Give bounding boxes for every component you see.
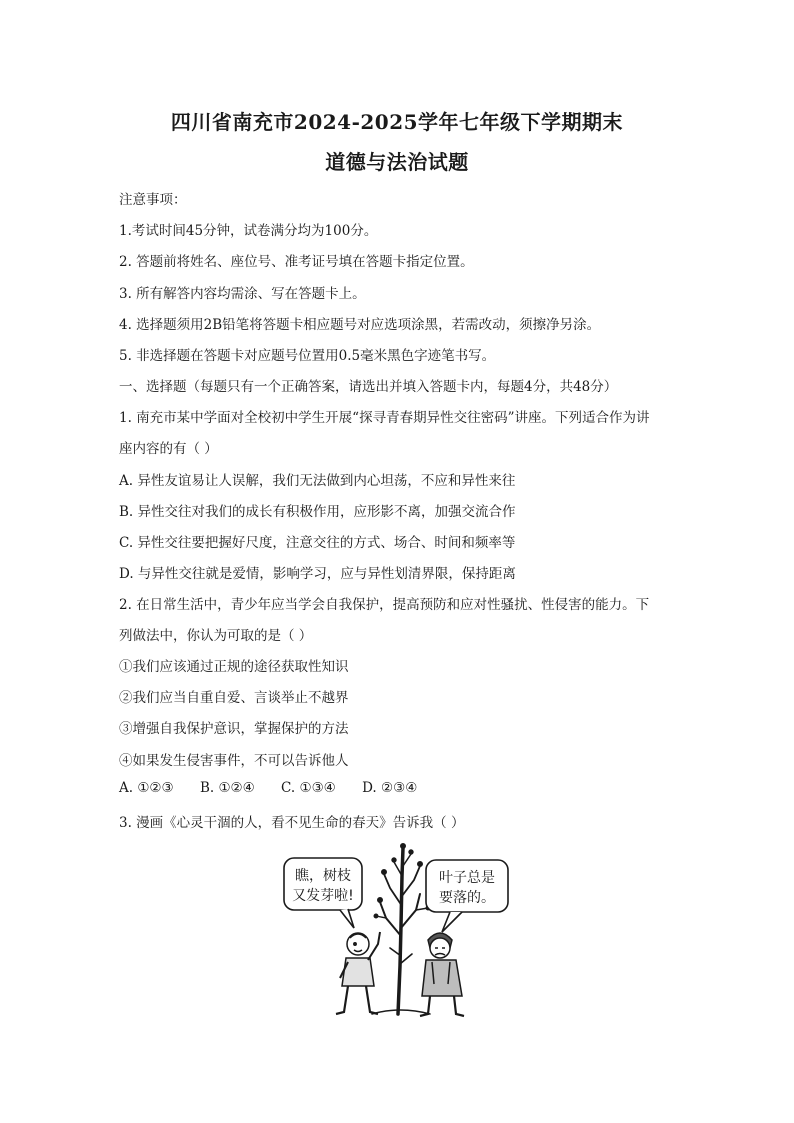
q2-choices (119, 780, 439, 796)
right-figure-illustration (420, 933, 464, 1016)
section-heading: 一、选择题（每题只有一个正确答案，请选出并填入答题卡内，每题4分，共48分） (119, 379, 618, 395)
q2-stem-line2: 列做法中，你认为可取的是（ ） (119, 628, 313, 644)
notice-item-3: 3. 所有解答内容均需涂、写在答题卡上。 (119, 286, 366, 302)
notice-item-2: 2. 答题前将姓名、座位号、准考证号填在答题卡指定位置。 (119, 254, 474, 270)
q1-stem-line2: 座内容的有（ ） (119, 441, 218, 457)
right-speech-bubble (426, 860, 508, 932)
q2-statement-4: ④如果发生侵害事件，不可以告诉他人 (119, 753, 349, 769)
q2-choice-b: B. ①②④ (199, 780, 255, 796)
left-figure-illustration (336, 932, 380, 1014)
notice-heading: 注意事项： (119, 192, 187, 208)
q1-option-c: C. 异性交往要把握好尺度，注意交往的方式、场合、时间和频率等 (119, 535, 516, 551)
right-bubble-text-2: 要落的。 (439, 890, 495, 906)
q2-statement-2: ②我们应当自重自爱、言谈举止不越界 (119, 690, 349, 706)
q2-choice-a: A. ①②③ (119, 780, 174, 796)
left-bubble-text-2: 又发芽啦! (292, 888, 354, 904)
tree-illustration (372, 844, 430, 1015)
q1-stem-line1: 1. 南充市某中学面对全校初中学生开展“探寻青春期异性交往密码”讲座。下列适合作为讲 (119, 410, 650, 426)
q3-stem: 3. 漫画《心灵干涸的人，看不见生命的春天》告诉我（ ） (119, 815, 465, 831)
right-bubble-text-1: 叶子总是 (439, 870, 495, 886)
q2-choice-d: D. ②③④ (362, 780, 418, 796)
cartoon-illustration (280, 836, 520, 1020)
q1-option-d: D. 与异性交往就是爱情，影响学习，应与异性划清界限，保持距离 (119, 566, 516, 582)
q1-option-b: B. 异性交往对我们的成长有积极作用，应形影不离，加强交流合作 (119, 504, 516, 520)
notice-item-4: 4. 选择题须用2B铅笔将答题卡相应题号对应选项涂黑，若需改动，须擦净另涂。 (119, 317, 601, 333)
exam-title: 四川省南充市2024-2025学年七年级下学期期末 (170, 110, 624, 134)
left-bubble-text-1: 瞧，树枝 (295, 868, 351, 884)
q2-choice-c: C. ①③④ (281, 780, 336, 796)
q2-statement-3: ③增强自我保护意识，掌握保护的方法 (119, 721, 349, 737)
q2-stem-line1: 2. 在日常生活中，青少年应当学会自我保护，提高预防和应对性骚扰、性侵害的能力。下 (119, 597, 650, 613)
q1-option-a: A. 异性友谊易让人误解，我们无法做到内心坦荡，不应和异性来往 (119, 473, 516, 489)
exam-subtitle: 道德与法治试题 (325, 150, 469, 174)
notice-item-1: 1.考试时间45分钟，试卷满分均为100分。 (119, 223, 378, 239)
left-speech-bubble (284, 858, 362, 928)
notice-item-5: 5. 非选择题在答题卡对应题号位置用0.5毫米黑色字迹笔书写。 (119, 348, 496, 364)
q2-statement-1: ①我们应该通过正规的途径获取性知识 (119, 659, 349, 675)
